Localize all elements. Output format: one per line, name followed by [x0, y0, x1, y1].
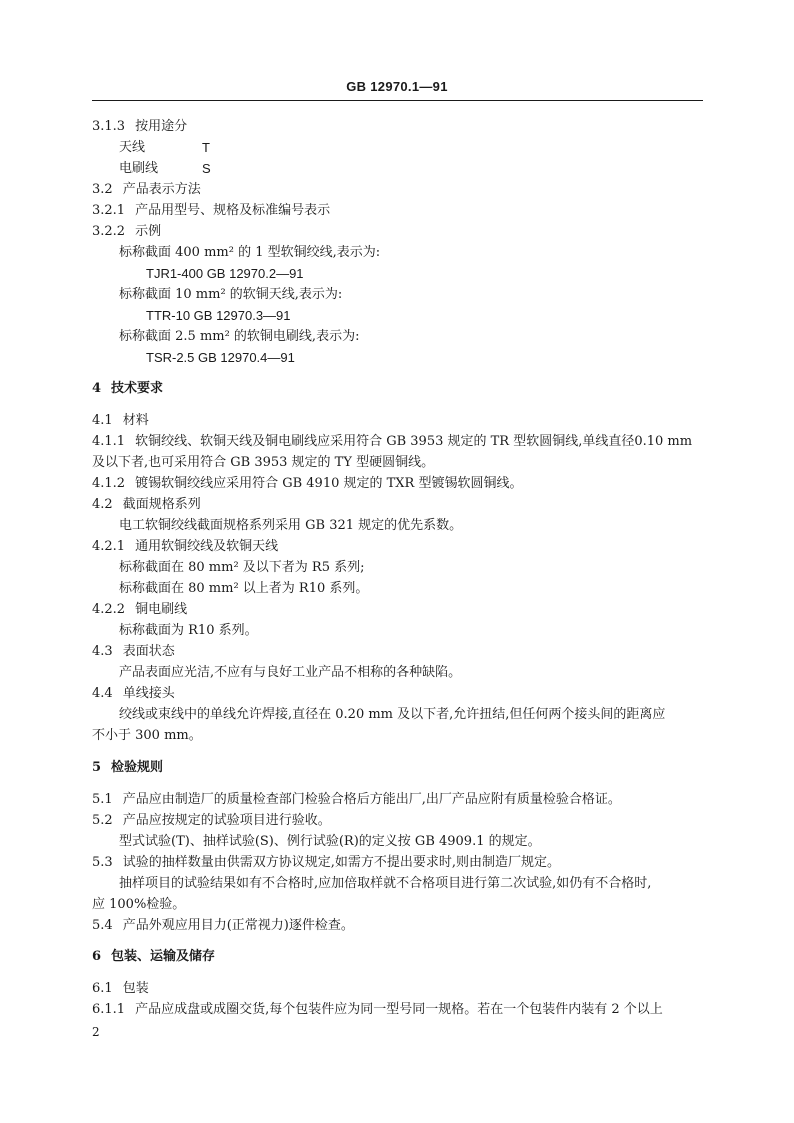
clause-4-1-1-continued: 及以下者,也可采用符合 GB 3953 规定的 TY 型硬圆铜线。 [92, 455, 435, 470]
example-3-code: TSR-2.5 GB 12970.4—91 [146, 350, 295, 365]
type-code: S [202, 161, 211, 176]
example-3-description: 标称截面 2.5 mm² 的软铜电刷线,表示为: [119, 329, 360, 344]
clause-text: 产品表示方法 [122, 182, 201, 197]
clause-number: 5.3 [92, 855, 113, 870]
clause-number: 5.4 [92, 918, 113, 933]
clause-text: 产品外观应用目力(正常视力)逐件检查。 [122, 918, 354, 933]
clause-number: 6.1.1 [92, 1002, 126, 1017]
clause-number: 4.1.2 [92, 476, 126, 491]
example-1-code: TJR1-400 GB 12970.2—91 [146, 266, 304, 281]
clause-text: 产品用型号、规格及标准编号表示 [135, 203, 331, 218]
clause-6-1-1 [92, 1001, 663, 1019]
clause-4-3-body: 产品表面应光洁,不应有与良好工业产品不相称的各种缺陷。 [119, 665, 462, 680]
clause-4-4 [92, 685, 175, 703]
clause-5-3-body: 抽样项目的试验结果如有不合格时,应加倍取样就不合格项目进行第二次试验,如仍有不合格时, [119, 876, 652, 891]
clause-number: 5.1 [92, 792, 113, 807]
type-label: 天线 [119, 140, 146, 155]
clause-4-1-1 [92, 433, 692, 451]
clause-text: 按用途分 [135, 119, 188, 134]
clause-number: 4.2 [92, 497, 113, 512]
clause-number: 3.2.1 [92, 203, 126, 218]
section-4-heading [92, 380, 163, 398]
example-2-description: 标称截面 10 mm² 的软铜天线,表示为: [119, 287, 343, 302]
clause-5-2-body: 型式试验(T)、抽样试验(S)、例行试验(R)的定义按 GB 4909.1 的规定。 [119, 834, 541, 849]
clause-text: 铜电刷线 [135, 602, 188, 617]
clause-number: 4.4 [92, 686, 113, 701]
clause-number: 4.3 [92, 644, 113, 659]
clause-3-1-3 [92, 118, 187, 136]
clause-number: 5.2 [92, 813, 113, 828]
clause-number: 3.1.3 [92, 119, 126, 134]
example-2-code: TTR-10 GB 12970.3—91 [146, 308, 291, 323]
clause-3-2-2 [92, 223, 161, 241]
clause-text: 包装 [122, 981, 149, 996]
type-row-brush [119, 160, 269, 178]
clause-text: 通用软铜绞线及软铜天线 [135, 539, 279, 554]
clause-number: 4.2.1 [92, 539, 126, 554]
clause-4-2-1-item-a: 标称截面在 80 mm² 及以下者为 R5 系列; [119, 560, 365, 575]
clause-number: 3.2 [92, 182, 113, 197]
clause-text: 材料 [122, 413, 149, 428]
clause-4-2-2-body: 标称截面为 R10 系列。 [119, 623, 258, 638]
clause-4-1 [92, 412, 149, 430]
section-title: 包装、运输及储存 [111, 949, 216, 964]
clause-4-2-1-item-b: 标称截面在 80 mm² 以上者为 R10 系列。 [119, 581, 369, 596]
clause-5-3-body-continued: 应 100%检验。 [92, 897, 186, 912]
clause-6-1 [92, 980, 149, 998]
section-number: 4 [92, 381, 102, 396]
standard-number-header: GB 12970.1—91 [346, 79, 448, 94]
clause-3-2 [92, 181, 201, 199]
section-number: 6 [92, 949, 102, 964]
example-1-description: 标称截面 400 mm² 的 1 型软铜绞线,表示为: [119, 245, 381, 260]
type-row-antenna [119, 139, 269, 157]
clause-4-4-body: 绞线或束线中的单线允许焊接,直径在 0.20 mm 及以下者,允许扭结,但任何两个接头间的距离应 [119, 707, 666, 722]
clause-text: 产品应按规定的试验项目进行验收。 [122, 813, 331, 828]
section-title: 检验规则 [111, 760, 164, 775]
clause-text: 表面状态 [122, 644, 175, 659]
clause-3-2-1 [92, 202, 330, 220]
type-code: T [202, 140, 210, 155]
clause-number: 4.1.1 [92, 434, 126, 449]
page-number: 2 [92, 1025, 100, 1039]
clause-5-3 [92, 854, 560, 872]
section-title: 技术要求 [111, 381, 164, 396]
clause-text: 软铜绞线、软铜天线及铜电刷线应采用符合 GB 3953 规定的 TR 型软圆铜线,单线直径0.10 mm [135, 434, 693, 449]
clause-text: 试验的抽样数量由供需双方协议规定,如需方不提出要求时,则由制造厂规定。 [122, 855, 560, 870]
clause-text: 产品应成盘或成圈交货,每个包装件应为同一型号同一规格。若在一个包装件内装有 2 个以上 [135, 1002, 663, 1017]
clause-5-4 [92, 917, 354, 935]
clause-4-1-2 [92, 475, 522, 493]
clause-4-4-body-continued: 不小于 300 mm。 [92, 728, 202, 743]
type-label: 电刷线 [119, 161, 159, 176]
clause-number: 6.1 [92, 981, 113, 996]
clause-number: 3.2.2 [92, 224, 126, 239]
clause-text: 截面规格系列 [122, 497, 201, 512]
section-6-heading [92, 948, 215, 966]
header-rule [92, 100, 703, 101]
clause-4-2-2 [92, 601, 187, 619]
clause-text: 镀锡软铜绞线应采用符合 GB 4910 规定的 TXR 型镀锡软圆铜线。 [135, 476, 523, 491]
clause-text: 示例 [135, 224, 162, 239]
clause-text: 单线接头 [122, 686, 175, 701]
clause-4-3 [92, 643, 175, 661]
clause-4-2 [92, 496, 201, 514]
clause-5-2 [92, 812, 331, 830]
clause-4-2-1 [92, 538, 278, 556]
section-5-heading [92, 759, 163, 777]
clause-number: 4.2.2 [92, 602, 126, 617]
clause-5-1 [92, 791, 621, 809]
section-number: 5 [92, 760, 102, 775]
clause-number: 4.1 [92, 413, 113, 428]
clause-4-2-body: 电工软铜绞线截面规格系列采用 GB 321 规定的优先系数。 [119, 518, 463, 533]
clause-text: 产品应由制造厂的质量检查部门检验合格后方能出厂,出厂产品应附有质量检验合格证。 [122, 792, 621, 807]
